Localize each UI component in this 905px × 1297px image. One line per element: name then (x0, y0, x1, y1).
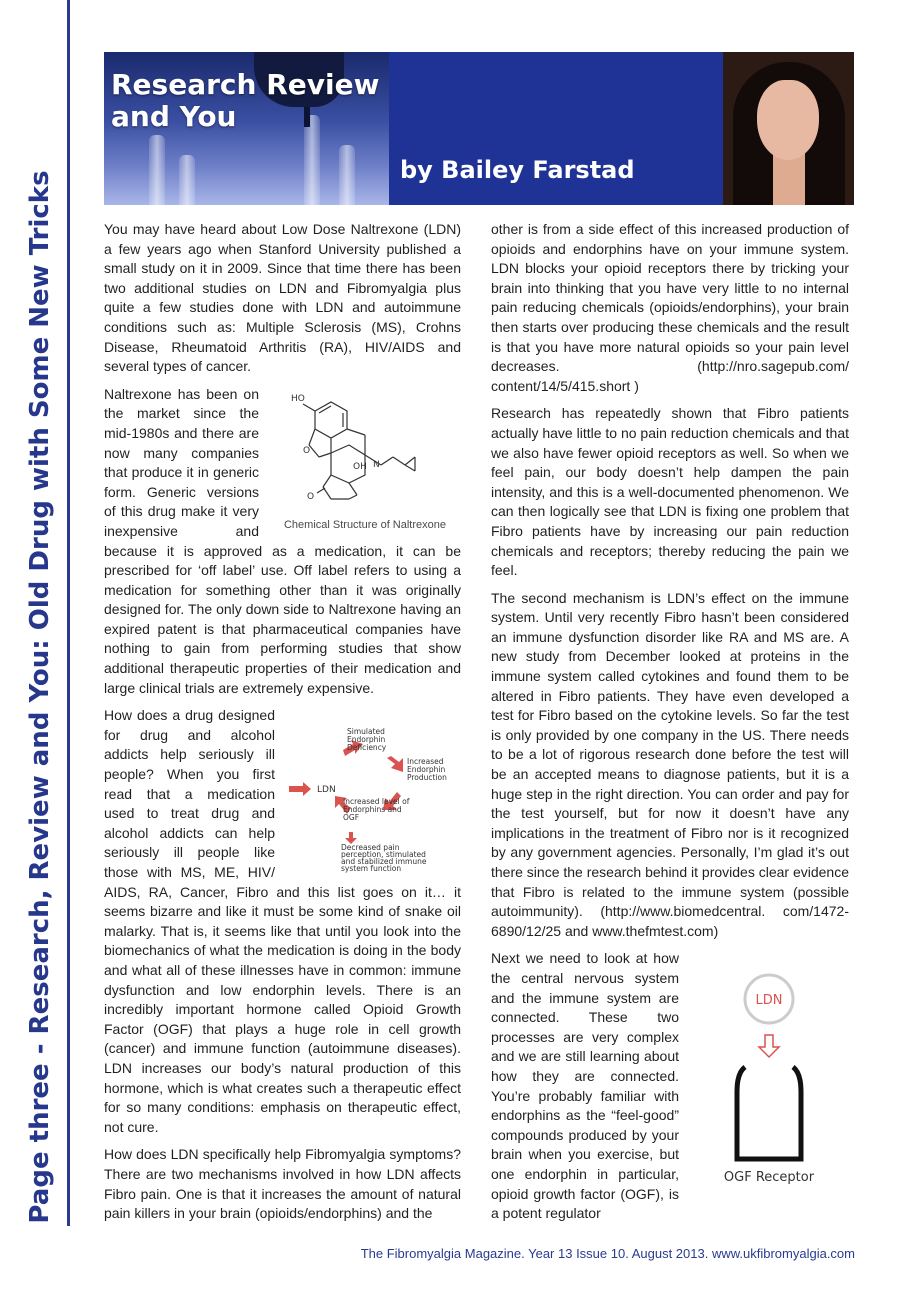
paragraph-text: How does a drug designed for drug and alcohol addicts help seriously ill people? When you first read that a medication used to treat drug and alcohol addicts can help seriously ill people like those with MS, ME, HIV/ AIDS, RA, Cancer, Fibro and this list goes on it… it seems bizarre and like it must be some kind of snake oil malarky. That is, it seems like that until you look into the biomechanics of what the medication is doing in the body and what all of these illnesses have in common: immune dysfunction and low endorphin levels. There is an incredibly important hormone called Opioid Growth Factor (OGF) that plays a huge role in cell growth (cancer) and immune function (autoimmune diseases). LDN increases our body’s natural production of this hormone, which is what creates such a therapeutic effect for so many conditions: emphasis on therapeutic effect, not cure. (104, 707, 461, 1135)
paragraph: You may have heard about Low Dose Naltrexone (LDN) a few years ago when Stanford University published a small study on it in 2009. Since that time there has been two additional studies on LDN and Fibromyalgia plus quite a few studies done with LDN and autoimmune conditions such as: Multiple Sclerosis (MS), Crohns Disease, Rheumatoid Arthritis (RA), HIV/AIDS and several types of cancer. (104, 221, 461, 375)
receptor-caption: OGF Receptor (723, 1170, 815, 1186)
right-column (491, 220, 849, 1232)
increased-production-line-2: Endorphin (407, 765, 446, 775)
simulated-line-2: Endorphin (347, 735, 386, 745)
paragraph (104, 385, 461, 699)
paragraph-text: Naltrexone has been on the market since the mid-1980s and there are now many companies that produce it in generic form. Generic versions of this drug make it very inexpensive and because it is approved as a medication, it can be prescribed for ‘off label’ use. Off label refers to using a medication for something other than it was originally designed for. The only down side to Naltrexone having an expired patent is that pharmaceutical companies have nothing to gain from performing studies that show additional therapeutic properties of their medication and large clinical trials are extremely expensive. (104, 385, 461, 696)
ketone-label: O (307, 491, 315, 502)
side-rule (67, 0, 70, 1226)
paragraph: The second mechanism is LDN’s effect on the immune system. Until very recently Fibro hasn’t been considered an immune dysfunction disorder like RA and MS are. A new study from December looked at proteins in the immune system called cytokines and found them to be altered in Fibro patients. They have even developed a test for Fibro based on the cytokine levels. So far the test is only provided by one company in the US. There needs to be a lot of rigorous research done before the test will be an accepted means to diagnose patients, but it is a huge step in the right direction. You can order and pay for the test yourself, but for now it doesn’t have any implications in the treatment of Fibro nor is it recognized by any government agencies. Personally, I’m glad it’s out there since the research behind it provides clear evidence that Fibro is related to the immune system (possible autoimmunity). (http://www.biomedcentral. com/1472-6890/12/25 and www.thefmtest.com) (491, 589, 849, 939)
decreased-line-1: Decreased pain (341, 843, 400, 853)
paragraph: Research has repeatedly shown that Fibro patients actually have little to no pain reduction chemicals and that we also have fewer opioid receptors as well. So when we feel pain, our body doesn’t help dampen the pain intensity, and this is a well-documented phenomenon. We can then logically see that LDN is fixing one problem that Fibro patients have by increasing our pain reduction chemicals and receptors; thereby reducing the pain we feel. (491, 405, 849, 579)
ogf-receptor-figure (689, 973, 849, 1187)
title-line-1: Research Review (111, 68, 380, 101)
hydroxyl-label: HO (291, 393, 305, 404)
increased-level-line-1: Increased level of (343, 797, 410, 807)
simulated-line-3: Deficiency (347, 743, 387, 753)
ldn-circle-label: LDN (755, 993, 783, 1009)
left-column (104, 220, 461, 1232)
page-footer: The Fibromyalgia Magazine. Year 13 Issue 10. August 2013. www.ukfibromyalgia.com (360, 1246, 855, 1261)
ldn-cycle-figure (285, 726, 461, 876)
naltrexone-structure-diagram (269, 387, 461, 511)
author-portrait (723, 52, 854, 205)
ldn-label: LDN (317, 785, 336, 796)
decreased-line-3: and stabilized immune (341, 857, 427, 867)
increased-production-line-3: Production (407, 773, 447, 783)
increased-level-line-3: OGF (343, 813, 360, 823)
paragraph: How does LDN specifically help Fibromyalgia symptoms? There are two mechanisms involved in how LDN affects Fibro pain. One is that it increases the amount of natural pain killers in your brain (opioids/endorphins) and the (104, 1146, 461, 1222)
paragraph (104, 706, 461, 1137)
nitrogen-label: N (373, 459, 380, 470)
increased-level-line-2: Endorphins and (343, 805, 402, 815)
structure-caption: Chemical Structure of Naltrexone (283, 519, 446, 532)
article-title (111, 69, 379, 133)
oxygen-label: O (303, 445, 311, 456)
ldn-cycle-diagram (285, 726, 461, 876)
side-title: Page three - Research, Review and You: Old Drug with Some New Tricks (25, 170, 55, 1224)
decreased-line-4: system function (341, 864, 402, 874)
decreased-line-2: perception, stimulated (341, 850, 426, 860)
ogf-receptor-diagram (689, 973, 849, 1187)
header-banner (104, 52, 854, 205)
paragraph-text: Next we need to look at how the central nervous system and the immune system are connected. These two processes are very complex and we are still learning about how they are connected. You’re probably familiar with endorphins as the “feel-good” compounds produced by your brain when you exercise, but one endorphin in particular, opioid growth factor (OGF), is a potent regulator (491, 950, 679, 1222)
paragraph (491, 949, 849, 1223)
oh-label: OH (353, 461, 367, 472)
title-line-2: and You (111, 100, 237, 133)
increased-production-line-1: Increased (407, 757, 444, 767)
naltrexone-structure-figure (269, 387, 461, 533)
author-byline: by Bailey Farstad (400, 156, 635, 184)
paragraph: other is from a side effect of this increased production of opioids and endorphins have on your immune system. LDN blocks your opioid receptors there by tricking your brain into thinking that you have very little to no internal pain reducing chemicals (opioids/endorphins), your brain then starts over producing these chemicals and the result is that you have more natural opioids so your pain level decreases. (http://nro.sagepub.com/ content/14/5/415.short ) (491, 221, 849, 394)
simulated-line-1: Simulated (347, 727, 385, 737)
